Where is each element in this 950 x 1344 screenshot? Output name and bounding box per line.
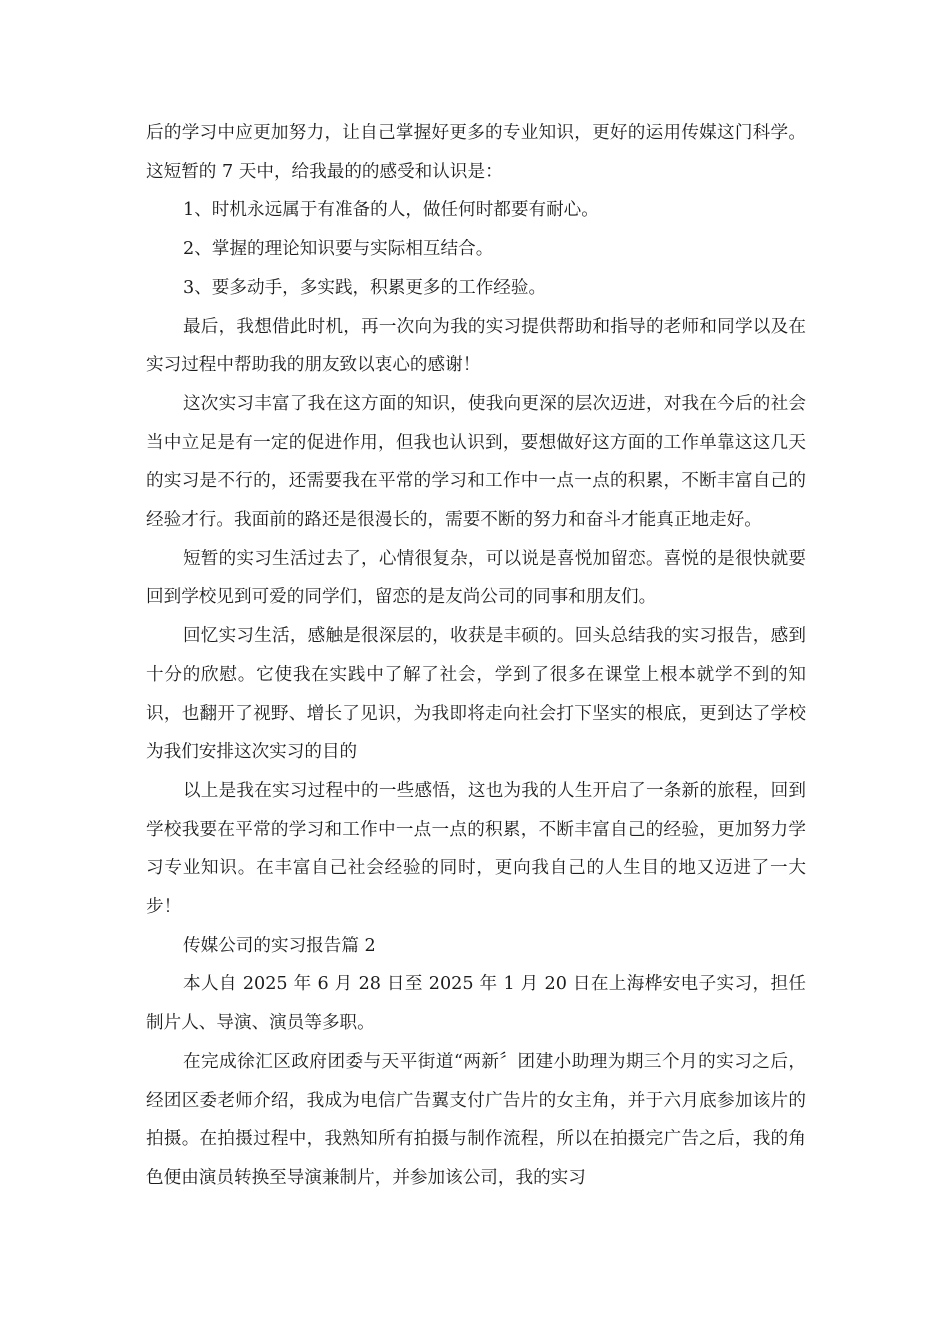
list-item-3: 3、要多动手，多实践，积累更多的工作经验。: [183, 277, 547, 298]
paragraph: 回忆实习生活，感触是很深层的，收获是丰硕的。回头总结我的实习报告，感到十分的欣慰。它使我在实践中了解了社会，学到了很多在课堂上根本就学不到的知识，也翻开了视野、增长了见识，为我即将走向社会打下坚实的根底，更到达了学校为我们安排这次实习的目的: [146, 626, 806, 763]
document-body: [146, 114, 806, 1198]
paragraph: 本人自 2025 年 6 月 28 日至 2025 年 1 月 20 日在上海桦安电子实习，担任制片人、导演、演员等多职。: [146, 974, 806, 1034]
paragraph: 以上是我在实习过程中的一些感悟，这也为我的人生开启了一条新的旅程，回到学校我要在平常的学习和工作中一点一点的积累，不断丰富自己的经验，更加努力学习专业知识。在丰富自己社会经验的同时，更向我自己的人生目的地又迈进了一大步！: [146, 780, 806, 918]
list-item-1: 1、时机永远属于有准备的人，做任何时都要有耐心。: [183, 200, 599, 221]
paragraph: 后的学习中应更加努力，让自己掌握好更多的专业知识，更好的运用传媒这门科学。这短暂的 7 天中，给我最的的感受和认识是：: [146, 123, 806, 182]
paragraph: 这次实习丰富了我在这方面的知识，使我向更深的层次迈进，对我在今后的社会当中立足是有一定的促进作用，但我也认识到，要想做好这方面的工作单靠这这几天的实习是不行的，还需要我在平常的学习和工作中一点一点的积累，不断丰富自己的经验才行。我面前的路还是很漫长的，需要不断的努力和奋斗才能真正地走好。: [146, 393, 806, 531]
section-heading: 传媒公司的实习报告篇 2: [183, 935, 376, 956]
list-item-2: 2、掌握的理论知识要与实际相互结合。: [183, 239, 494, 260]
paragraph: 在完成徐汇区政府团委与天平街道“两新〞团建小助理为期三个月的实习之后，经团区委老师介绍，我成为电信广告翼支付广告片的女主角，并于六月底参加该片的拍摄。在拍摄过程中，我熟知所有拍摄与制作流程，所以在拍摄完广告之后，我的角色便由演员转换至导演兼制片，并参加该公司，我的实习: [146, 1051, 806, 1188]
paragraph: 最后，我想借此时机，再一次向为我的实习提供帮助和指导的老师和同学以及在实习过程中帮助我的朋友致以衷心的感谢！: [146, 316, 806, 376]
paragraph: 短暂的实习生活过去了，心情很复杂，可以说是喜悦加留恋。喜悦的是很快就要回到学校见到可爱的同学们，留恋的是友尚公司的同事和朋友们。: [146, 548, 806, 608]
